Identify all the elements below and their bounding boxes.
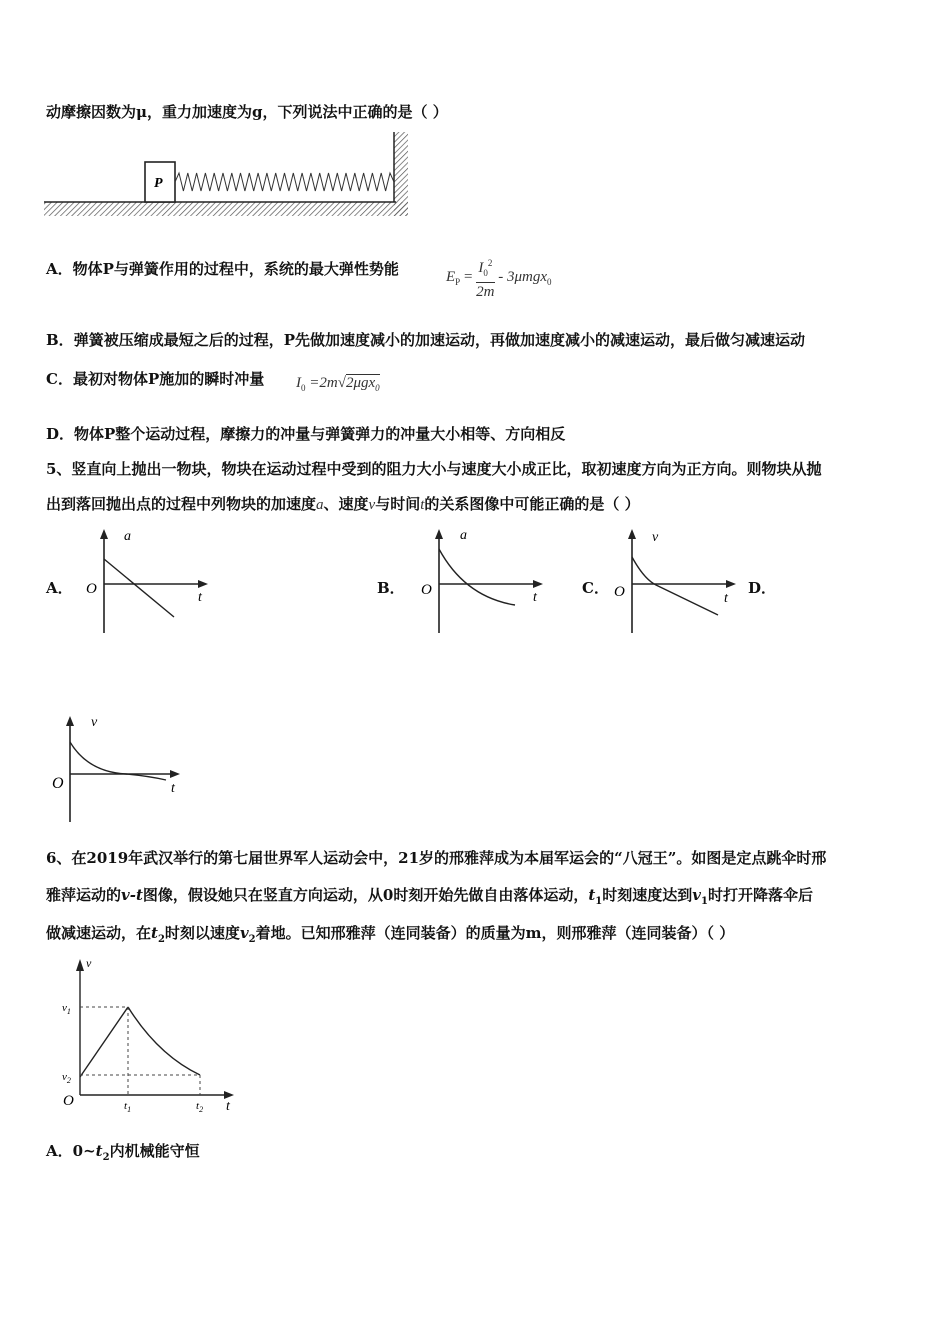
q6-line1: 6、在2019年武汉举行的第七届世界军人运动会中，21岁的邢雅萍成为本届军运会的“八冠王”。如图是定点跳伞时邢 (46, 849, 827, 867)
q4-option-a: A．物体P与弹簧作用的过程中，系统的最大弹性势能 (46, 260, 399, 278)
q5-line1: 5、竖直向上抛出一物块，物块在运动过程中受到的阻力大小与速度大小成正比，取初速度方向为正方向。则物块从抛 (46, 460, 822, 478)
q5-option-b-label: B． (377, 579, 405, 597)
q6-freefall-line (80, 1007, 128, 1077)
q6-option-a: A．$0\sim t_2$内机械能守恒 (46, 1142, 200, 1163)
block-p-label: P (154, 176, 163, 191)
q4-option-c: C．最初对物体P施加的瞬时冲量 (46, 370, 265, 388)
ground-hatch (44, 202, 408, 216)
graph-d-axis-x: t (171, 781, 175, 796)
graph-c-axis-y: v (652, 530, 659, 545)
q5-option-c-label: C． (582, 579, 609, 597)
wall-hatch (394, 132, 408, 216)
graph-d-origin: O (52, 775, 64, 792)
graph-d-axis-y: v (91, 715, 98, 730)
graph-b-axis-x: t (533, 590, 537, 605)
q5-option-d-label: D． (748, 579, 777, 597)
graph-b-axis-y: a (460, 528, 467, 543)
graph-b-origin: O (421, 582, 432, 598)
q4-option-d: D．物体P整个运动过程，摩擦力的冲量与弹簧弹力的冲量大小相等、方向相反 (46, 425, 566, 443)
q6-decel-curve (128, 1007, 200, 1075)
q6-graph-axis-y: v (86, 956, 92, 970)
graph-c (608, 527, 738, 637)
graph-b-curve (439, 549, 515, 605)
graph-b (415, 527, 545, 637)
graph-c-curve (632, 557, 718, 615)
spring (175, 173, 394, 191)
graph-a-axis-x: t (198, 590, 202, 605)
q6-graph-t1: $t_1$ (124, 1100, 132, 1114)
graph-a-curve (104, 559, 174, 617)
spring-block-figure (44, 130, 414, 225)
graph-d (48, 712, 188, 827)
q4-option-a-formula: $E_P$ = $\frac{I_0^2}{2m}$ - 3μmgx$_0$ (446, 254, 552, 301)
q6-graph-t2: $t_2$ (196, 1100, 204, 1114)
graph-a-origin: O (86, 581, 97, 597)
q6-line3: 做减速运动，在$t_2$时刻以速度$v_2$着地。已知邢雅萍（连同装备）的质量为m，则邢雅萍（连同装备）（ ） (46, 924, 735, 945)
q6-graph-v2: $v_2$ (62, 1071, 71, 1085)
q6-line2: 雅萍运动的v-t图像，假设她只在竖直方向运动，从0时刻开始先做自由落体运动，$t_1$时刻速度达到$v_1$时打开降落伞后 (46, 886, 813, 907)
q5-line2: 出到落回抛出点的过程中列物块的加速度a、速度v与时间t的关系图像中可能正确的是（ ） (46, 495, 640, 513)
graph-a (80, 527, 210, 637)
q6-vt-graph (58, 955, 258, 1115)
q5-option-a-label: A． (46, 579, 73, 597)
q6-graph-axis-x: t (226, 1099, 230, 1114)
q4-option-b: B．弹簧被压缩成最短之后的过程，P先做加速度减小的加速运动，再做加速度减小的减速运动，最后做匀减速运动 (46, 331, 805, 349)
q6-graph-v1: $v_1$ (62, 1002, 71, 1016)
q4-intro: 动摩擦因数为μ，重力加速度为g，下列说法中正确的是（ ） (46, 103, 448, 121)
graph-c-origin: O (614, 584, 625, 600)
graph-a-axis-y: a (124, 529, 131, 544)
graph-c-axis-x: t (724, 591, 728, 606)
q4-option-c-formula: $I_0 =2m√2\mu gx_0$ (296, 375, 380, 393)
q6-graph-origin: O (63, 1093, 74, 1109)
